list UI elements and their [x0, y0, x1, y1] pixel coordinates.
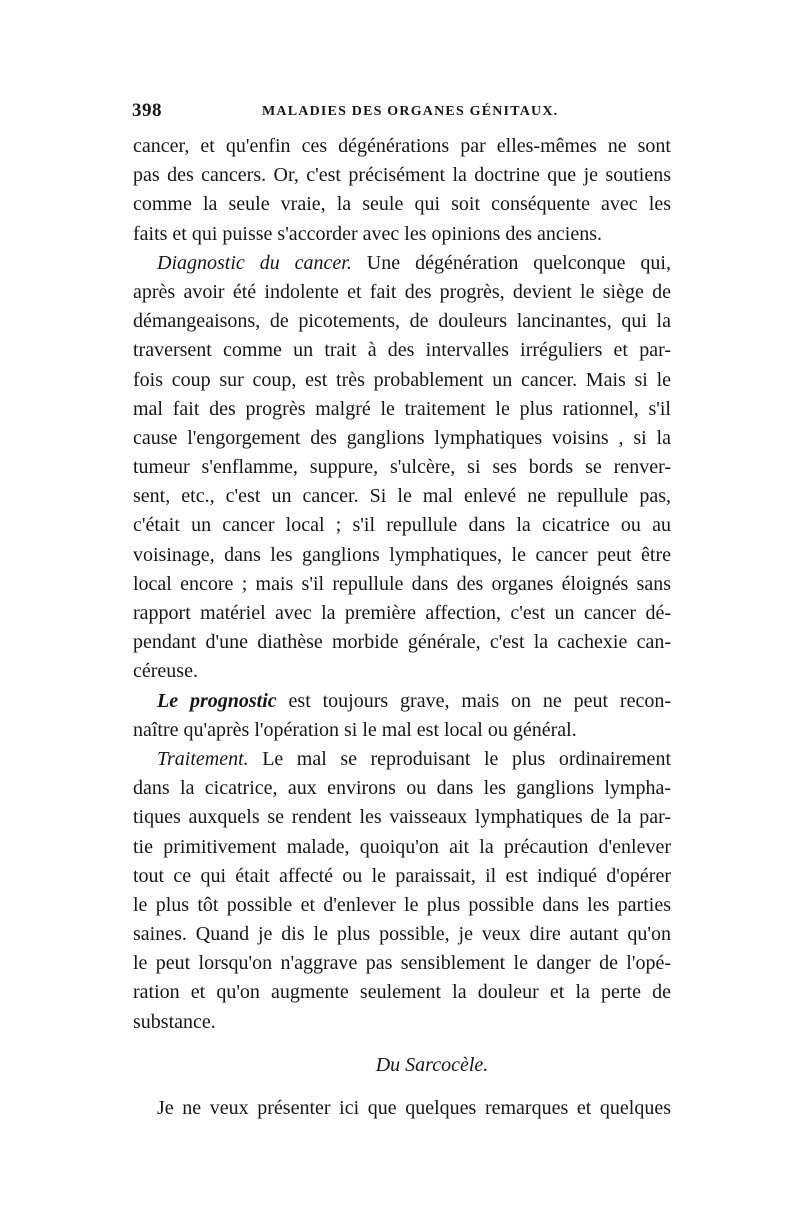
- text-line: [133, 687, 671, 716]
- text-line: céreuse.: [133, 660, 198, 683]
- text-line: pas des cancers. Or, c'est précisément la doctrine que je soutiens: [133, 164, 671, 187]
- text-line: mal fait des progrès malgré le traitement le plus rationnel, s'il: [133, 397, 671, 420]
- text-line: démangeaisons, de picotements, de douleurs lancinantes, qui la: [133, 310, 671, 333]
- running-head: MALADIES DES ORGANES GÉNITAUX.: [262, 104, 559, 119]
- text-line: voisinage, dans les ganglions lymphatiques, le cancer peut être: [133, 543, 671, 566]
- section-heading-traitement: Traitement.: [157, 747, 249, 770]
- text-line: [133, 745, 671, 774]
- text-line: tie primitivement malade, quoiqu'on ait la précaution d'enlever: [133, 835, 671, 858]
- text-line: le plus tôt possible et d'enlever le plus possible dans les parties: [133, 893, 671, 916]
- main-text: [133, 132, 671, 1123]
- text-line: rapport matériel avec la première affection, c'est un cancer dé-: [133, 602, 671, 624]
- section-gap: [133, 1080, 671, 1094]
- text-line: comme la seule vraie, la seule qui soit conséquente avec les: [133, 193, 671, 216]
- text-line: naître qu'après l'opération si le mal est local ou général.: [133, 718, 577, 741]
- text-line: ration et qu'on augmente seulement la douleur et la perte de: [133, 981, 671, 1004]
- section-title: Du Sarcocèle.: [375, 1053, 489, 1076]
- text-line: après avoir été indolente et fait des progrès, devient le siège de: [133, 280, 671, 303]
- text-run: Une dégénération quelconque qui,: [351, 251, 671, 274]
- text-line: local encore ; mais s'il repullule dans des organes éloignés sans: [133, 572, 671, 595]
- text-line: pendant d'une diathèse morbide générale, c'est la cachexie can-: [133, 631, 671, 654]
- text-line: tiques auxquels se rendent les vaisseaux lymphatiques de la par-: [133, 806, 671, 829]
- text-line: sent, etc., c'est un cancer. Si le mal enlevé ne repullule pas,: [133, 485, 671, 508]
- text-run: est toujours grave, mais on ne peut recon-: [276, 689, 671, 712]
- page-number: 398: [132, 100, 162, 121]
- text-line: dans la cicatrice, aux environs ou dans les ganglions lympha-: [133, 777, 671, 800]
- text-line: Je ne veux présenter ici que quelques remarques et quelques: [157, 1097, 671, 1119]
- page-header: [132, 100, 672, 126]
- text-line: traversent comme un trait à des intervalles irréguliers et par-: [133, 339, 671, 362]
- text-line: substance.: [133, 1010, 216, 1033]
- text-line: c'était un cancer local ; s'il repullule dans la cicatrice ou au: [133, 514, 671, 537]
- text-line: cause l'engorgement des ganglions lymphatiques voisins , si la: [133, 426, 671, 449]
- section-heading-prognostic: Le prognostic: [157, 689, 277, 712]
- text-line: le peut lorsqu'on n'aggrave pas sensiblement le danger de l'opé-: [133, 952, 671, 975]
- text-run: Le mal se reproduisant le plus ordinairement: [248, 747, 671, 770]
- section-heading-diagnostic: Diagnostic du cancer.: [157, 251, 352, 274]
- text-line: tout ce qui était affecté ou le paraissait, il est indiqué d'opérer: [133, 864, 671, 887]
- text-line: [133, 249, 671, 278]
- text-line: faits et qui puisse s'accorder avec les opinions des anciens.: [133, 222, 603, 245]
- text-line: saines. Quand je dis le plus possible, je veux dire autant qu'on: [133, 923, 671, 946]
- section-gap: [133, 1037, 671, 1051]
- text-line: fois coup sur coup, est très probablement un cancer. Mais si le: [133, 368, 671, 391]
- text-line: tumeur s'enflamme, suppure, s'ulcère, si ses bords se renver-: [133, 456, 671, 479]
- text-line: cancer, et qu'enfin ces dégénérations par elles-mêmes ne sont: [133, 135, 671, 157]
